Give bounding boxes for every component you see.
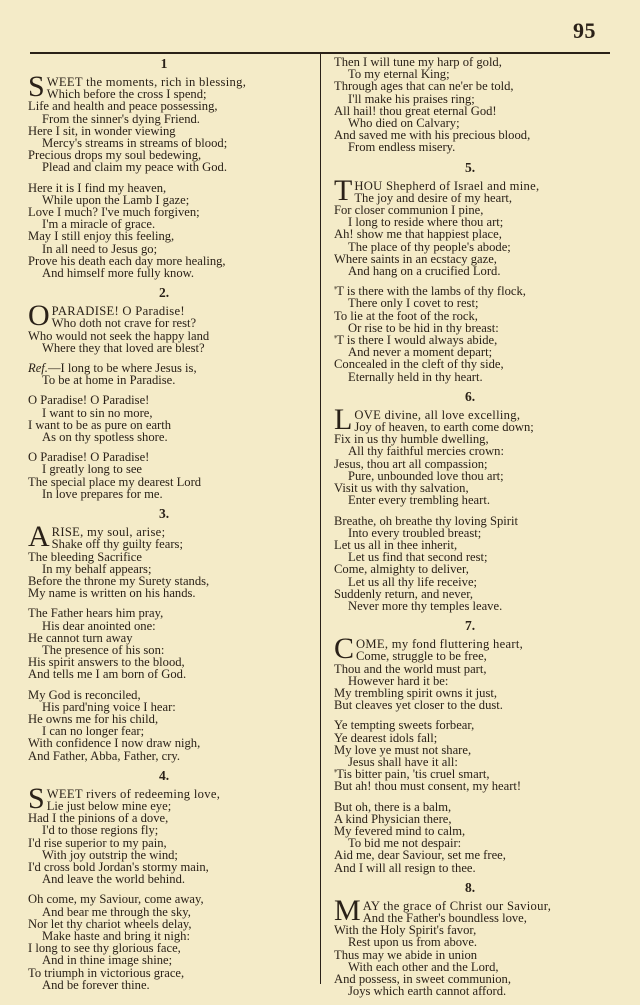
verse-line: Fix in us thy humble dwelling, <box>334 432 489 447</box>
verse-line: And be forever thine. <box>42 977 150 992</box>
verse-line: And possess, in sweet communion, <box>334 972 512 986</box>
stanza <box>28 182 300 280</box>
verse-line: May I still enjoy this feeling, <box>28 229 175 244</box>
stanza <box>28 394 300 443</box>
verse-line: In my behalf appears; <box>42 561 152 576</box>
verse-line: His dear anointed one: <box>42 618 156 633</box>
verse-line: Through ages that can ne'er be told, <box>334 79 514 94</box>
verse-line: Jesus shall have it all: <box>348 754 458 769</box>
verse-line: And never a moment depart; <box>348 345 493 360</box>
hymn <box>28 287 300 500</box>
verse-line: I can no longer fear; <box>42 724 145 739</box>
verse-line: In all need to Jesus go; <box>42 241 158 256</box>
verse-line: All thy faithful mercies crown: <box>348 444 504 459</box>
verse-line: Love I much? I've much forgiven; <box>28 205 200 220</box>
verse-line: My love ye must not share, <box>334 742 472 757</box>
verse-line: With joy outstrip the wind; <box>42 847 178 862</box>
verse-line: As on thy spotless shore. <box>42 430 168 445</box>
verse-line: The special place my dearest Lord <box>28 474 202 489</box>
verse-line: Ye tempting sweets forbear, <box>334 718 475 733</box>
verse-line: I greatly long to see <box>42 462 143 477</box>
hymn-number: 7. <box>464 618 476 634</box>
hymn <box>334 620 606 874</box>
stanza <box>334 402 606 508</box>
verse-line: His spirit answers to the blood, <box>28 655 185 670</box>
verse-line: Suddenly return, and never, <box>334 586 474 601</box>
verse-line: But oh, there is a balm, <box>334 799 452 814</box>
verse-line: And Father, Abba, Father, cry. <box>28 748 181 763</box>
hymn-number: 4. <box>158 767 170 783</box>
drop-cap: T <box>334 173 353 207</box>
hymn-number: 6. <box>464 388 476 404</box>
verse-line: I long to see thy glorious face, <box>28 941 181 956</box>
verse-line: In love prepares for me. <box>42 486 163 501</box>
hymn-number: 2. <box>158 285 170 301</box>
verse-line: Nor let thy chariot wheels delay, <box>28 916 192 931</box>
verse-line: Thus may we abide in union <box>334 947 478 962</box>
verse-line: However hard it be: <box>348 673 449 688</box>
verse-line: Into every troubled breast; <box>348 525 482 540</box>
verse-line: Joy of heaven, to earth come down; <box>354 420 534 435</box>
verse-line: Come, struggle to be free, <box>356 649 487 664</box>
verse-line: Who died on Calvary; <box>348 116 460 131</box>
verse-line: The Father hears him pray, <box>28 606 164 621</box>
verse-line: To bid me not despair: <box>348 836 462 851</box>
verse-line: And himself more fully know. <box>42 266 195 281</box>
verse-line: To my eternal King; <box>348 67 450 82</box>
stanza <box>334 801 606 874</box>
verse-line: The place of thy people's abode; <box>348 239 511 254</box>
verse-line: I'll make his praises ring; <box>348 91 475 106</box>
drop-cap: M <box>334 893 361 927</box>
verse-line: I long to reside where thou art; <box>348 215 504 230</box>
verse-line: Jesus, thou art all compassion; <box>334 456 488 471</box>
stanza <box>28 299 300 355</box>
verse-line: Rest upon us from above. <box>348 935 478 950</box>
verse-line: Make haste and bring it nigh: <box>42 928 190 943</box>
verse-line: Let us all thy life receive; <box>348 574 478 589</box>
verse-line: Here I sit, in wonder viewing <box>28 123 176 138</box>
verse-line: Joys which earth cannot afford. <box>348 984 507 999</box>
hymn <box>28 508 300 762</box>
verse-line: Shake off thy guilty fears; <box>51 537 183 552</box>
verse-line: To be at home in Paradise. <box>42 373 176 388</box>
hymn <box>334 56 606 154</box>
verse-line: With the Holy Spirit's favor, <box>334 923 477 938</box>
right-column <box>334 56 606 1005</box>
verse-line: Aid me, dear Saviour, set me free, <box>334 848 506 863</box>
verse-line: My name is written on his hands. <box>28 586 196 601</box>
verse-line: My God is reconciled, <box>28 687 141 702</box>
verse-line: All hail! thou great eternal God! <box>334 103 497 118</box>
stanza <box>334 173 606 279</box>
verse-line: A kind Physician there, <box>334 811 452 826</box>
verse-line: Had I the pinions of a dove, <box>28 811 169 826</box>
stanza <box>334 893 606 999</box>
verse-line: Who doth not crave for rest? <box>51 316 197 331</box>
verse-line: Here it is I find my heaven, <box>28 180 167 195</box>
drop-cap: A <box>28 520 50 554</box>
verse-line: My trembling spirit owns it just, <box>334 685 498 700</box>
hymn-number: 1 <box>160 56 168 71</box>
verse-line: Life and health and peace possessing, <box>28 99 218 114</box>
verse-line: 'T is there with the lambs of thy flock, <box>334 284 526 299</box>
hymn-number: 8. <box>464 879 476 895</box>
verse-line: 'Tis bitter pain, 'tis cruel smart, <box>334 767 490 782</box>
verse-line: But ah! thou must consent, my heart! <box>334 779 522 794</box>
verse-line: And in thine image shine; <box>42 953 173 968</box>
verse-line: I want to be as pure on earth <box>28 417 172 432</box>
verse-line: The bleeding Sacrifice <box>28 549 142 564</box>
verse-line: Let us all in thee inherit, <box>334 537 458 552</box>
verse-line: There only I covet to rest; <box>348 296 479 311</box>
verse-line: And leave the world behind. <box>42 872 186 887</box>
verse-line: Where they that loved are blest? <box>42 340 205 355</box>
verse-line-text: OVE divine, all love excelling, <box>354 407 521 422</box>
verse-line: Who would not seek the happy land <box>28 328 210 343</box>
verse-line: The presence of his son: <box>42 642 165 657</box>
verse-line: And I will all resign to thee. <box>334 860 476 875</box>
hymn <box>28 767 300 992</box>
verse-line: Enter every trembling heart. <box>348 493 490 508</box>
verse-line: I'd to those regions fly; <box>42 823 159 838</box>
verse-line: Ye dearest idols fall; <box>334 730 438 745</box>
hymn-number: 5. <box>464 159 476 175</box>
verse-line: And the Father's boundless love, <box>362 910 527 925</box>
verse-line: I want to sin no more, <box>42 405 153 420</box>
column-divider <box>320 53 321 984</box>
stanza <box>28 520 300 601</box>
verse-line: Where saints in an ecstacy gaze, <box>334 251 497 266</box>
verse-line: I'm a miracle of grace. <box>42 217 156 232</box>
stanza <box>28 781 300 887</box>
verse-line-text: —I long to be where Jesus is, <box>47 361 197 376</box>
refrain-label: Ref. <box>28 361 48 376</box>
verse-line-text: WEET the moments, rich in blessing, <box>46 75 247 89</box>
verse-line: Precious drops my soul bedewing, <box>28 148 202 163</box>
verse-line: Ah! show me that happiest place, <box>334 227 502 242</box>
stanza <box>28 893 300 991</box>
verse-line-text: AY the grace of Christ our Saviour, <box>362 898 552 913</box>
verse-line: O Paradise! O Paradise! <box>28 450 150 465</box>
verse-line-text: PARADISE! O Paradise! <box>51 304 185 319</box>
verse-line: Oh come, my Saviour, come away, <box>28 892 204 907</box>
verse-line: Let us find that second rest; <box>348 550 488 565</box>
verse-line: He owns me for his child, <box>28 711 159 726</box>
verse-line: The joy and desire of my heart, <box>354 190 513 205</box>
verse-line-text: OME, my fond fluttering heart, <box>356 637 524 652</box>
stanza <box>28 451 300 500</box>
verse-line: Prove his death each day more healing, <box>28 253 226 268</box>
verse-line: Concealed in the cleft of thy side, <box>334 357 504 372</box>
stanza <box>28 607 300 680</box>
verse-line: Mercy's streams in streams of blood; <box>42 136 228 151</box>
page-number: 95 <box>573 18 596 43</box>
verse-line: 'T is there I would always abide, <box>334 333 498 348</box>
drop-cap: S <box>28 70 45 103</box>
verse-line: Which before the cross I spend; <box>46 87 207 102</box>
verse-line: From the sinner's dying Friend. <box>42 111 200 126</box>
verse-line: Pure, unbounded love thou art; <box>348 468 504 483</box>
stanza <box>28 70 300 175</box>
verse-line: Never more thy temples leave. <box>348 598 503 613</box>
stanza <box>28 362 300 386</box>
verse-line: And saved me with his precious blood, <box>334 128 531 143</box>
stanza <box>334 56 606 154</box>
hymn <box>28 58 300 279</box>
stanza <box>334 285 606 383</box>
verse-line: I'd rise superior to my pain, <box>28 835 167 850</box>
drop-cap: L <box>334 402 353 436</box>
verse-line: With confidence I now draw nigh, <box>28 736 201 751</box>
hymn <box>334 879 606 999</box>
verse-line: I'd cross bold Jordan's stormy main, <box>28 859 209 874</box>
verse-line: My fevered mind to calm, <box>334 823 466 838</box>
verse-line: Then I will tune my harp of gold, <box>334 55 502 69</box>
verse-line: From endless misery. <box>348 140 456 155</box>
verse-line: Before the throne my Surety stands, <box>28 573 210 588</box>
verse-line: Come, almighty to deliver, <box>334 562 469 577</box>
left-column <box>28 56 300 999</box>
verse-line-text: RISE, my soul, arise; <box>51 525 166 540</box>
verse-line: But cleaves yet closer to the dust. <box>334 698 503 713</box>
verse-line: To triumph in victorious grace, <box>28 965 185 980</box>
drop-cap: C <box>334 632 355 666</box>
verse-line: Lie just below mine eye; <box>46 798 172 813</box>
verse-line-text: HOU Shepherd of Israel and mine, <box>354 178 540 193</box>
hymn <box>334 159 606 384</box>
verse-line: He cannot turn away <box>28 630 133 645</box>
verse-line: With each other and the Lord, <box>348 959 499 974</box>
verse-line: Eternally held in thy heart. <box>348 369 483 384</box>
verse-line: And tells me I am born of God. <box>28 667 187 682</box>
verse-line: And hang on a crucified Lord. <box>348 264 501 279</box>
verse-line: While upon the Lamb I gaze; <box>42 192 190 207</box>
verse-line: Plead and claim my peace with God. <box>42 160 228 175</box>
stanza <box>334 719 606 792</box>
verse-line: To lie at the foot of the rock, <box>334 308 478 323</box>
verse-line: His pard'ning voice I hear: <box>42 699 176 714</box>
verse-line: O Paradise! O Paradise! <box>28 393 150 408</box>
stanza <box>334 515 606 613</box>
hymn-number: 3. <box>158 506 170 522</box>
verse-line: Thou and the world must part, <box>334 661 487 676</box>
verse-line-text: WEET rivers of redeeming love, <box>46 786 221 801</box>
hymn <box>334 388 606 613</box>
stanza <box>334 632 606 713</box>
verse-line: For closer communion I pine, <box>334 203 484 218</box>
drop-cap: S <box>28 781 45 815</box>
verse-line: And bear me through the sky, <box>42 904 191 919</box>
stanza <box>28 689 300 762</box>
drop-cap: O <box>28 299 50 333</box>
verse-line: Breathe, oh breathe thy loving Spirit <box>334 513 518 528</box>
verse-line: Visit us with thy salvation, <box>334 481 469 496</box>
verse-line: Or rise to be hid in thy breast: <box>348 320 499 335</box>
